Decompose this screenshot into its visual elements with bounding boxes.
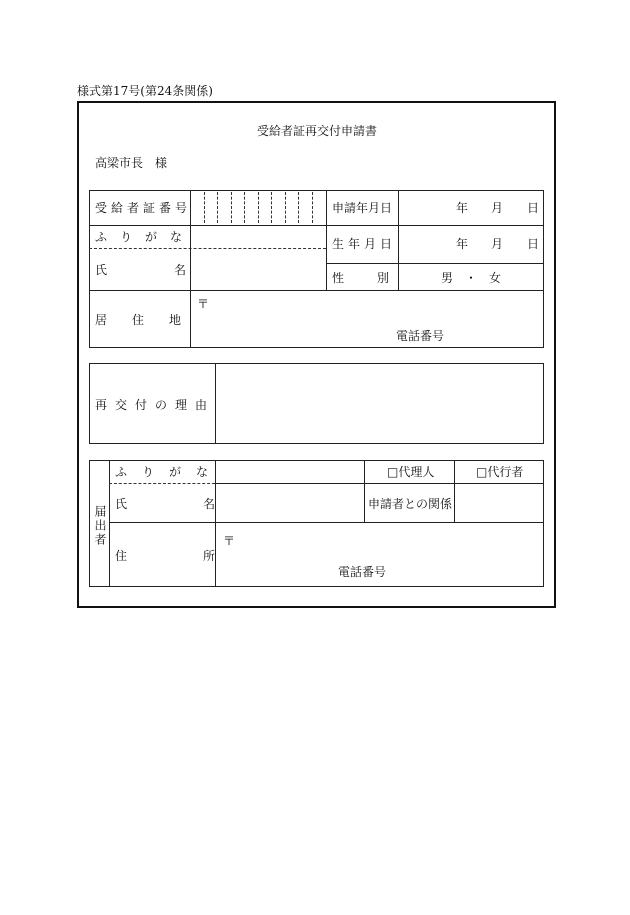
furigana-field[interactable]	[191, 226, 325, 247]
notifier-phone-label: 電話番号	[338, 565, 387, 579]
residence-field[interactable]	[191, 291, 543, 347]
cert-number-label-text: 受給者証番号	[95, 201, 192, 215]
application-date-label: 申請年月日	[332, 201, 393, 215]
application-date-day: 日	[527, 201, 540, 215]
notifier-address-label: 住所	[115, 549, 292, 563]
cert-number-label	[95, 201, 192, 215]
residence-postal-mark: 〒	[197, 297, 210, 311]
cert-number-field[interactable]	[191, 191, 325, 224]
notifier-name-label: 氏名	[115, 497, 292, 511]
birth-date-label: 生年月日	[332, 237, 397, 251]
birth-date-month: 月	[491, 237, 504, 251]
notifier-name-field[interactable]	[216, 484, 363, 521]
form-title: 受給者証再交付申請書	[257, 124, 378, 138]
furigana-label: ふりがな	[95, 230, 196, 244]
sex-label: 性別	[332, 271, 423, 285]
reissue-reason-label: 再交付の理由	[95, 398, 216, 412]
residence-label: 居住地	[95, 313, 207, 327]
relation-field[interactable]	[455, 484, 543, 521]
reissue-reason-field[interactable]	[216, 364, 543, 443]
notifier-side-label: 届出者	[93, 505, 107, 547]
relation-label: 申請者との関係	[368, 497, 453, 511]
application-date-month: 月	[491, 201, 504, 215]
birth-date-year: 年	[456, 237, 469, 251]
notifier-furigana-label: ふりがな	[115, 465, 224, 479]
name-label: 氏名	[95, 263, 254, 277]
notifier-postal-mark: 〒	[223, 534, 236, 548]
name-field[interactable]	[191, 249, 325, 289]
proxy-checkbox[interactable]: □代行者	[476, 465, 524, 479]
birth-date-field[interactable]	[399, 226, 543, 262]
residence-phone-label: 電話番号	[396, 329, 445, 343]
application-date-year: 年	[456, 201, 469, 215]
agent-checkbox[interactable]: □代理人	[387, 465, 435, 479]
sex-options[interactable]: 男 ・ 女	[441, 271, 502, 285]
form-number: 様式第17号(第24条関係)	[77, 84, 213, 98]
addressee: 高梁市長 様	[95, 156, 168, 170]
birth-date-day: 日	[527, 237, 540, 251]
notifier-furigana-field[interactable]	[216, 461, 363, 482]
application-date-field[interactable]	[399, 191, 543, 224]
